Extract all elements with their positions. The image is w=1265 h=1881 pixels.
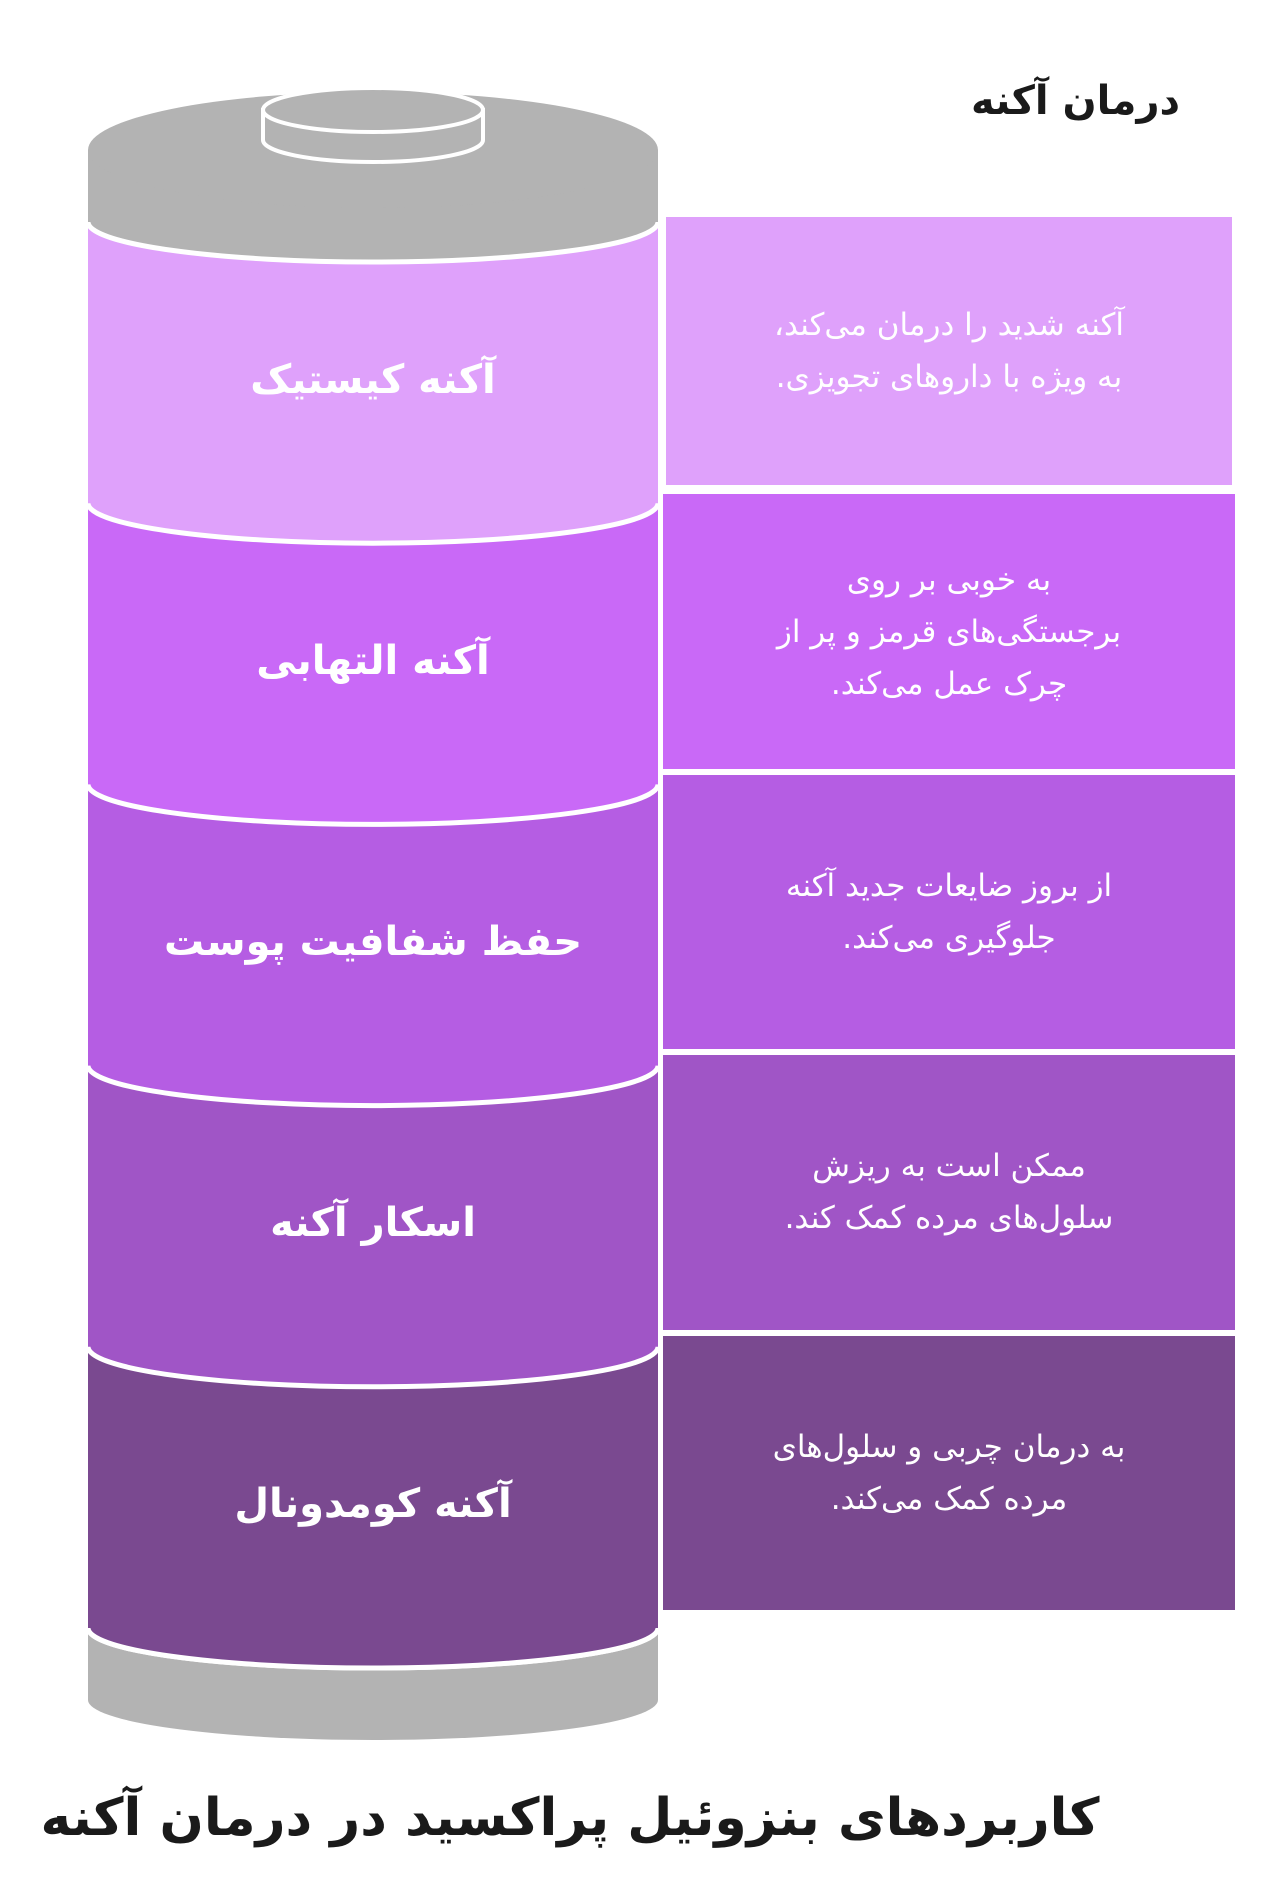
description-text-1: آکنه شدید را درمان می‌کند، به ویژه با داروهای تجویزی. — [774, 307, 1124, 396]
description-panel-2 — [663, 494, 1235, 768]
layer-label-4: اسکار آکنه — [270, 1200, 476, 1247]
description-text-3: از بروز ضایعات جدید آکنه جلوگیری می‌کند. — [785, 867, 1113, 956]
layer-label-2: آکنه التهابی — [256, 637, 490, 684]
layer-label-5: آکنه کومدونال — [234, 1481, 512, 1528]
description-text-4: ممکن است به ریزش سلول‌های مرده کمک کند. — [784, 1148, 1114, 1237]
description-text-2: به خوبی بر روی برجستگی‌های قرمز و پر از چرک عمل می‌کند. — [776, 561, 1122, 702]
description-panel-3 — [663, 775, 1235, 1049]
header-title: درمان آکنه — [971, 78, 1180, 124]
cylinder-top-cap — [88, 88, 658, 262]
layer-label-3: حفظ شفافیت پوست — [163, 919, 583, 965]
footer-title: کاربردهای بنزوئیل پراکسید در درمان آکنه — [40, 1788, 1100, 1848]
description-panel-1 — [663, 214, 1235, 488]
layer-label-1: آکنه کیستیک — [250, 356, 496, 403]
description-panel-4 — [663, 1055, 1235, 1329]
description-panel-5 — [663, 1336, 1235, 1610]
description-text-5: به درمان چربی و سلول‌های مرده کمک می‌کند. — [772, 1428, 1126, 1517]
